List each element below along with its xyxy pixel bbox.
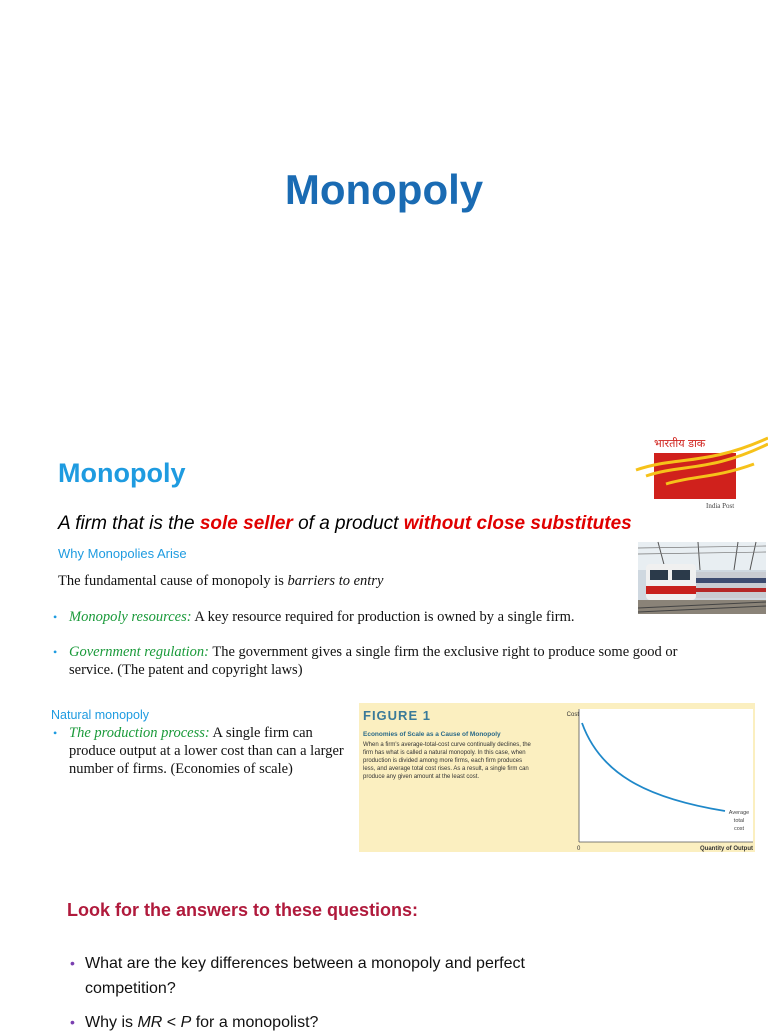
questions-heading: Look for the answers to these questions:: [67, 900, 419, 920]
definition-part-1: A firm that is the: [58, 513, 200, 534]
bullet-lead: Monopoly resources:: [69, 609, 192, 625]
curve-label-1: Average: [728, 810, 750, 816]
question-text: What are the key differences between a monopoly and perfect competition?: [85, 955, 525, 997]
why-monopolies-heading: Why Monopolies Arise: [58, 546, 187, 561]
bullet-lead: Government regulation:: [69, 644, 210, 660]
logo-caption: India Post: [706, 502, 735, 510]
mr-symbol: MR: [137, 1014, 163, 1031]
section-heading: Monopoly: [58, 458, 186, 488]
curve-label-2: total: [733, 818, 745, 824]
bullet-dot: •: [53, 726, 58, 740]
bullet-monopoly-resources: [53, 608, 689, 626]
bullet-production-process: [53, 724, 344, 778]
bullet-lead: The production process:: [69, 725, 210, 741]
natural-monopoly-heading: Natural monopoly: [51, 708, 149, 722]
p-symbol: P: [180, 1014, 192, 1031]
question-item: [70, 1010, 525, 1035]
definition-line: [58, 513, 632, 535]
highlight-sole-seller: sole seller: [199, 513, 293, 534]
bullet-dot: •: [53, 610, 58, 624]
curve-label-3: cost: [733, 826, 745, 832]
plot-area: [579, 709, 753, 842]
figure-label: FIGURE 1: [363, 708, 431, 723]
train-coaches: [696, 572, 766, 598]
x-axis-label: Quantity of Output: [700, 846, 753, 852]
india-post-logo: [636, 434, 768, 514]
less-than: <: [162, 1014, 181, 1031]
cause-text: The fundamental cause of monopoly is: [58, 573, 288, 589]
train-image: [638, 542, 766, 614]
barriers-to-entry: barriers to entry: [287, 573, 384, 589]
slide-title: Monopoly: [284, 166, 484, 213]
bullet-text: A key resource required for production is owned by a single firm.: [191, 609, 575, 625]
bullet-government-regulation: [53, 643, 709, 679]
figure-subtitle: Economies of Scale as a Cause of Monopoly: [363, 731, 501, 738]
logo-hindi-text: भारतीय डाक: [654, 437, 706, 450]
question-item: [70, 951, 525, 1001]
train-locomotive: [646, 564, 696, 600]
average-total-cost-plot: [566, 703, 755, 852]
highlight-no-substitutes: without close substitutes: [403, 513, 632, 534]
bullet-dot: •: [70, 1014, 75, 1030]
figure-description: When a firm's average-total-cost curve continually declines, the firm has what is called a natural monopoly. In this case, when production is divided among more firms, each firm produces less, and average total cost rises. As a result, a single firm can produce any given amount at the least cost.: [363, 742, 531, 780]
y-axis-label: Cost: [566, 712, 579, 718]
question-text-end: for a monopolist?: [191, 1014, 319, 1031]
bullet-text: A single firm can produce output at a lower cost than can a larger number of firms. (Economies of scale): [69, 725, 344, 777]
definition-part-2: of a product: [292, 513, 404, 534]
bullet-text: The government gives a single firm the exclusive right to produce some good or service. (The patent and copyright laws): [69, 644, 678, 678]
origin-label: 0: [577, 846, 581, 852]
bullet-dot: •: [53, 645, 58, 659]
question-text-start: Why is: [85, 1014, 138, 1031]
fundamental-cause-text: [58, 573, 383, 590]
figure-economies-of-scale: [359, 703, 755, 852]
bullet-dot: •: [70, 955, 75, 971]
